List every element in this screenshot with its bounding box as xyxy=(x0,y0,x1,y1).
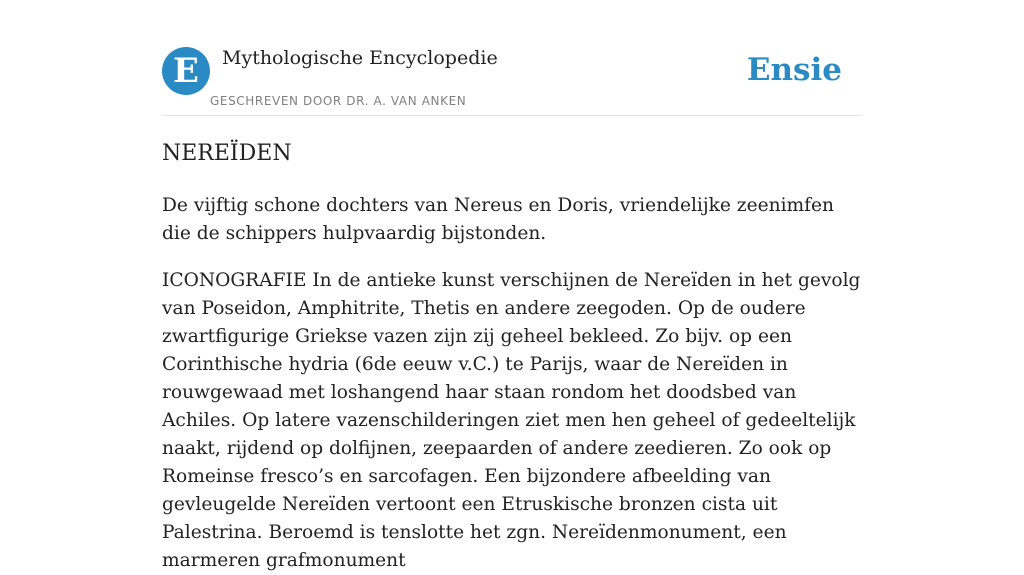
page xyxy=(162,0,862,571)
entry-title: NEREÏDEN xyxy=(162,141,292,166)
entry-paragraph-iconografie: ICONOGRAFIE In de antieke kunst verschijnen de Nereïden in het gevolg van Poseidon, Amphitrite, Thetis en andere zeegoden. Op de oudere zwartfigurige Griekse vazen zijn zij geheel bekleed. Zo bijv. op een Corinthische hydria (6de eeuw v.C.) te Parijs, waar de Nereïden in rouwgewaad met loshangend haar staan rondom het doodsbed van Achiles. Op latere vazenschilderingen ziet men hen geheel of gedeeltelijk naakt, rijdend op dolfijnen, zeepaarden of andere zeedieren. Zo ook op Romeinse fresco’s en sarcofagen. Een bijzondere afbeelding van gevleugelde Nereïden vertoont een Etruskische bronzen cista uit Palestrina. Beroemd is tenslotte het zgn. Nereïdenmonument, een marmeren grafmonument xyxy=(162,270,861,571)
book-title-link[interactable]: Mythologische Encyclopedie xyxy=(222,47,498,69)
encyclopedia-logo-icon[interactable]: E xyxy=(162,47,210,95)
ensie-brand-logo[interactable]: Ensie xyxy=(746,52,842,88)
page-header xyxy=(162,0,862,116)
author-line: GESCHREVEN DOOR DR. A. VAN ANKEN xyxy=(210,94,467,108)
entry-paragraph-definition: De vijftig schone dochters van Nereus en Doris, vriendelijke zeenimfen die de schippers hulpvaardig bijstonden. xyxy=(162,195,835,244)
